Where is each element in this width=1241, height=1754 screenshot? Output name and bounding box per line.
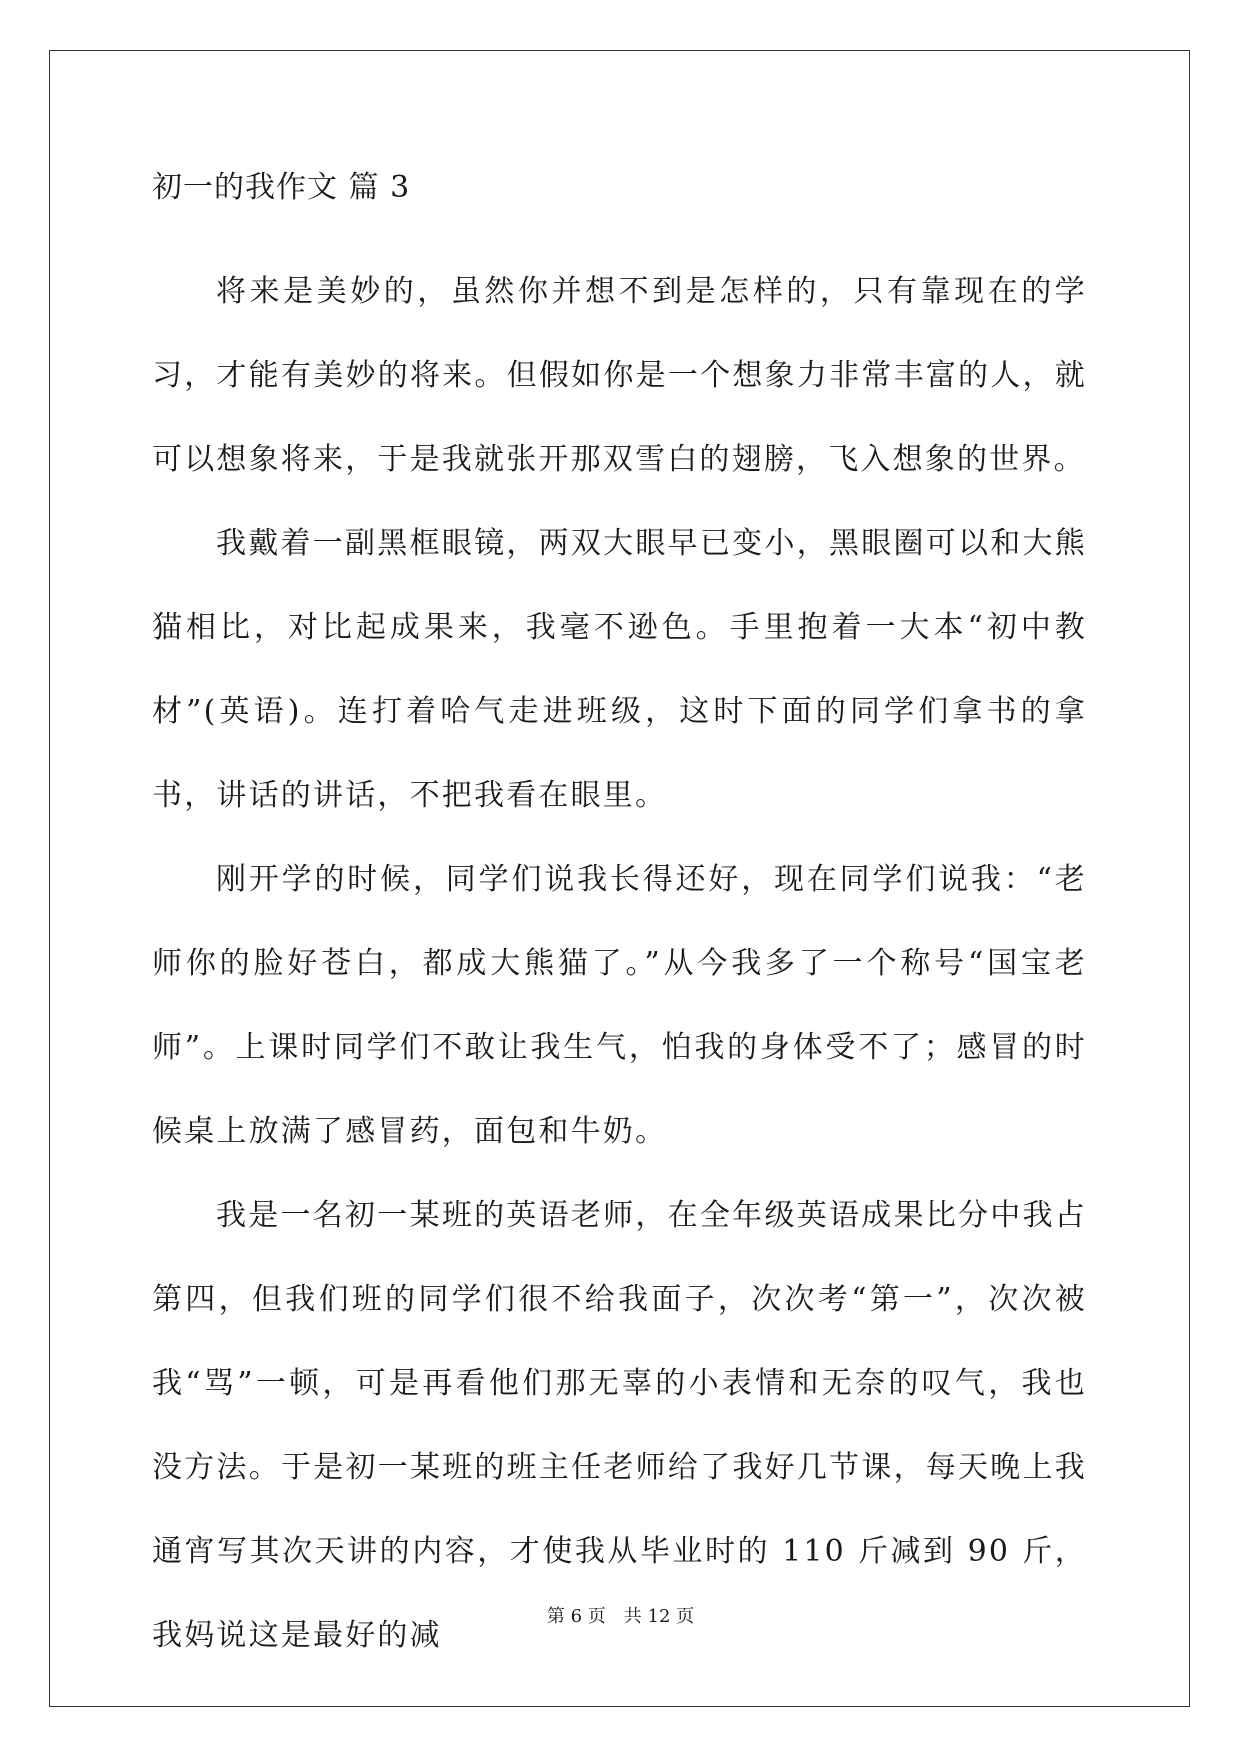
document-body [152, 168, 1087, 1678]
document-title: 初一的我作文 篇 3 [152, 170, 411, 205]
page-number-footer: 第 6 页 共 12 页 [546, 1606, 695, 1627]
paragraph-3: 刚开学的时候，同学们说我长得还好，现在同学们说我：“老师你的脸好苍白，都成大熊猫了。”从今我多了一个称号“国宝老师”。上课时同学们不敢让我生气，怕我的身体受不了；感冒的时候桌上放满了感冒药，面包和牛奶。 [152, 862, 1087, 1149]
paragraph-4: 我是一名初一某班的英语老师，在全年级英语成果比分中我占第四，但我们班的同学们很不给我面子，次次考“第一”，次次被我“骂”一顿，可是再看他们那无辜的小表情和无奈的叹气，我也没方法。于是初一某班的班主任老师给了我好几节课，每天晚上我通宵写其次天讲的内容，才使我从毕业时的 110 斤减到 90 斤，我妈说这是最好的减 [152, 1198, 1087, 1653]
paragraph-1: 将来是美妙的，虽然你并想不到是怎样的，只有靠现在的学习，才能有美妙的将来。但假如你是一个想象力非常丰富的人，就可以想象将来，于是我就张开那双雪白的翅膀，飞入想象的世界。 [152, 274, 1087, 477]
paragraph-2: 我戴着一副黑框眼镜，两双大眼早已变小，黑眼圈可以和大熊猫相比，对比起成果来，我毫不逊色。手里抱着一大本“初中教材”(英语)。连打着哈气走进班级，这时下面的同学们拿书的拿书，讲话的讲话，不把我看在眼里。 [152, 526, 1087, 813]
